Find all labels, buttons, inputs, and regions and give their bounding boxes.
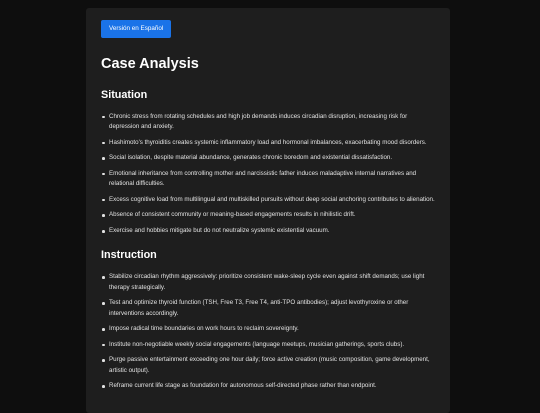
instruction-heading: Instruction: [101, 249, 157, 262]
content-panel: [86, 8, 450, 413]
list-item: Hashimoto's thyroiditis creates systemic inflammatory load and hormonal imbalances, exacerbating mood disorders.: [101, 138, 436, 148]
list-item: Test and optimize thyroid function (TSH, Free T3, Free T4, anti-TPO antibodies); adjust levothyroxine or other interventions accordingly.: [101, 298, 436, 319]
instruction-list: [101, 272, 436, 392]
list-item: Exercise and hobbies mitigate but do not neutralize systemic existential vacuum.: [101, 226, 436, 236]
situation-list: [101, 112, 436, 237]
list-item: Impose radical time boundaries on work hours to reclaim sovereignty.: [101, 324, 436, 334]
list-item: Absence of consistent community or meaning-based engagements results in nihilistic drift.: [101, 210, 436, 220]
list-item: Social isolation, despite material abundance, generates chronic boredom and existential dissatisfaction.: [101, 153, 436, 163]
page-title: Case Analysis: [101, 56, 199, 73]
list-item: Reframe current life stage as foundation for autonomous self-directed phase rather than endpoint.: [101, 381, 436, 391]
list-item: Institute non-negotiable weekly social engagements (language meetups, musician gatherings, sports clubs).: [101, 340, 436, 350]
list-item: Purge passive entertainment exceeding one hour daily; force active creation (music composition, game development, artistic output).: [101, 355, 436, 376]
list-item: Stabilize circadian rhythm aggressively: prioritize consistent wake-sleep cycle even against shift demands; use light therapy strategically.: [101, 272, 436, 293]
list-item: Excess cognitive load from multilingual and multiskilled pursuits without deep social anchoring contributes to alienation.: [101, 195, 436, 205]
spanish-version-button[interactable]: Versión en Español: [101, 20, 171, 38]
list-item: Emotional inheritance from controlling mother and narcissistic father induces maladaptive internal narratives and relational difficulties.: [101, 169, 436, 190]
list-item: Chronic stress from rotating schedules and high job demands induces circadian disruption, increasing risk for depression and anxiety.: [101, 112, 436, 133]
situation-heading: Situation: [101, 88, 148, 101]
